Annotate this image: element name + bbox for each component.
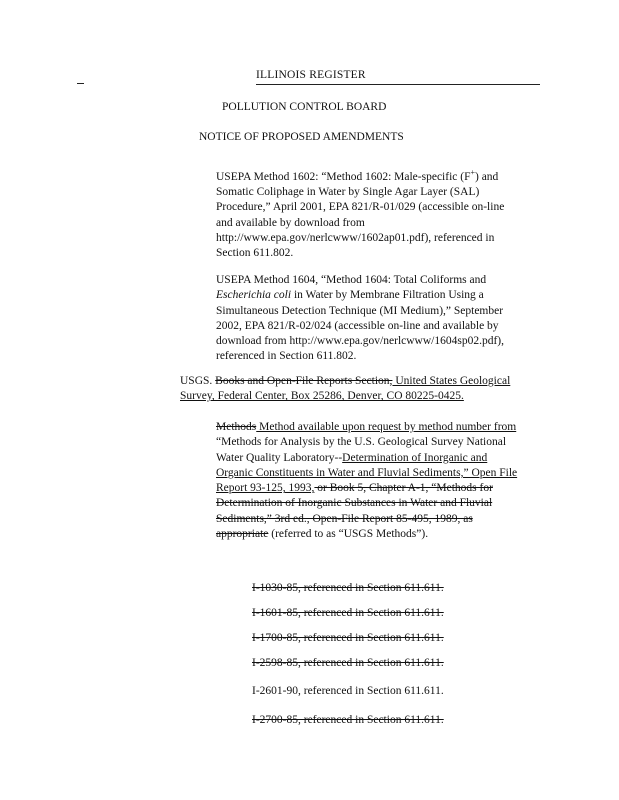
usgs-deleted-text: Books and Open-File Reports Section, [215, 375, 393, 387]
notice-title: NOTICE OF PROPOSED AMENDMENTS [199, 131, 404, 143]
reference-line: I-2601-90, referenced in Section 611.611. [252, 685, 444, 697]
methods-added-1: Method available upon request by method number from [256, 421, 517, 433]
usepa-1604-text-a: USEPA Method 1604, “Method 1604: Total Coliforms and [216, 274, 487, 286]
board-title: POLLUTION CONTROL BOARD [222, 101, 387, 113]
methods-deleted-1: Methods [216, 421, 257, 433]
usepa-method-1604-paragraph [216, 273, 521, 365]
methods-added-2: Determination of Inorganic and Organic Constituents in Water and Fluvial Sediments,” Open File Report 93-125, 1993, [216, 451, 518, 495]
header-rule [256, 84, 540, 85]
methods-deleted-2: or Book 5, Chapter A-1, “Methods for Determination of Inorganic Substances in Water and Fluvial Sediments,” 3rd ed., Open-File Report 85-495, 1989, as appropriate [216, 482, 493, 541]
reference-line: I-1601-85, referenced in Section 611.611. [252, 607, 444, 619]
methods-added-3: (referred to as “USGS Methods”) [268, 528, 426, 541]
reference-line: I-2598-85, referenced in Section 611.611. [252, 657, 444, 669]
usgs-lead: USGS. [180, 375, 216, 387]
usepa-1602-superscript: + [470, 168, 475, 177]
usgs-methods-paragraph [216, 420, 521, 542]
usgs-paragraph [180, 374, 530, 405]
methods-text-2: “Methods for Analysis by the U.S. Geological Survey National Water Quality Laboratory-- [216, 436, 507, 464]
usepa-method-1602-paragraph [216, 165, 521, 262]
reference-line: I-1700-85, referenced in Section 611.611. [252, 632, 444, 644]
usepa-1602-text-b: ) and Somatic Coliphage in Water by Single Agar Layer (SAL) Procedure,” April 2001, EPA 821/R-01/029 (accessible on-line and available by download from http://www.epa.gov/nerlcwww/1602ap01.pdf), referenced in Section 611.802. [216, 170, 505, 260]
reference-line: I-2700-85, referenced in Section 611.611. [252, 714, 444, 726]
methods-end: . [425, 528, 429, 541]
register-title: ILLINOIS REGISTER [256, 69, 366, 81]
usepa-1602-text-a: USEPA Method 1602: “Method 1602: Male-specific (F [216, 170, 471, 183]
usepa-1604-text-b: in Water by Membrane Filtration Using a Simultaneous Detection Technique (MI Medium),” September 2002, EPA 821/R-02/024 (accessible on-line and available by download from http://www.epa.gov/nerlcwww/1604sp02.pdf), referenced in Section 611.802. [216, 289, 504, 363]
usgs-added-text: United States Geological Survey, Federal Center, Box 25286, Denver, CO 80225-0425. [180, 375, 511, 403]
header-dash [77, 83, 84, 84]
usepa-1604-italic-species: Escherichia coli [216, 289, 292, 302]
reference-line: I-1030-85, referenced in Section 611.611. [252, 582, 444, 594]
